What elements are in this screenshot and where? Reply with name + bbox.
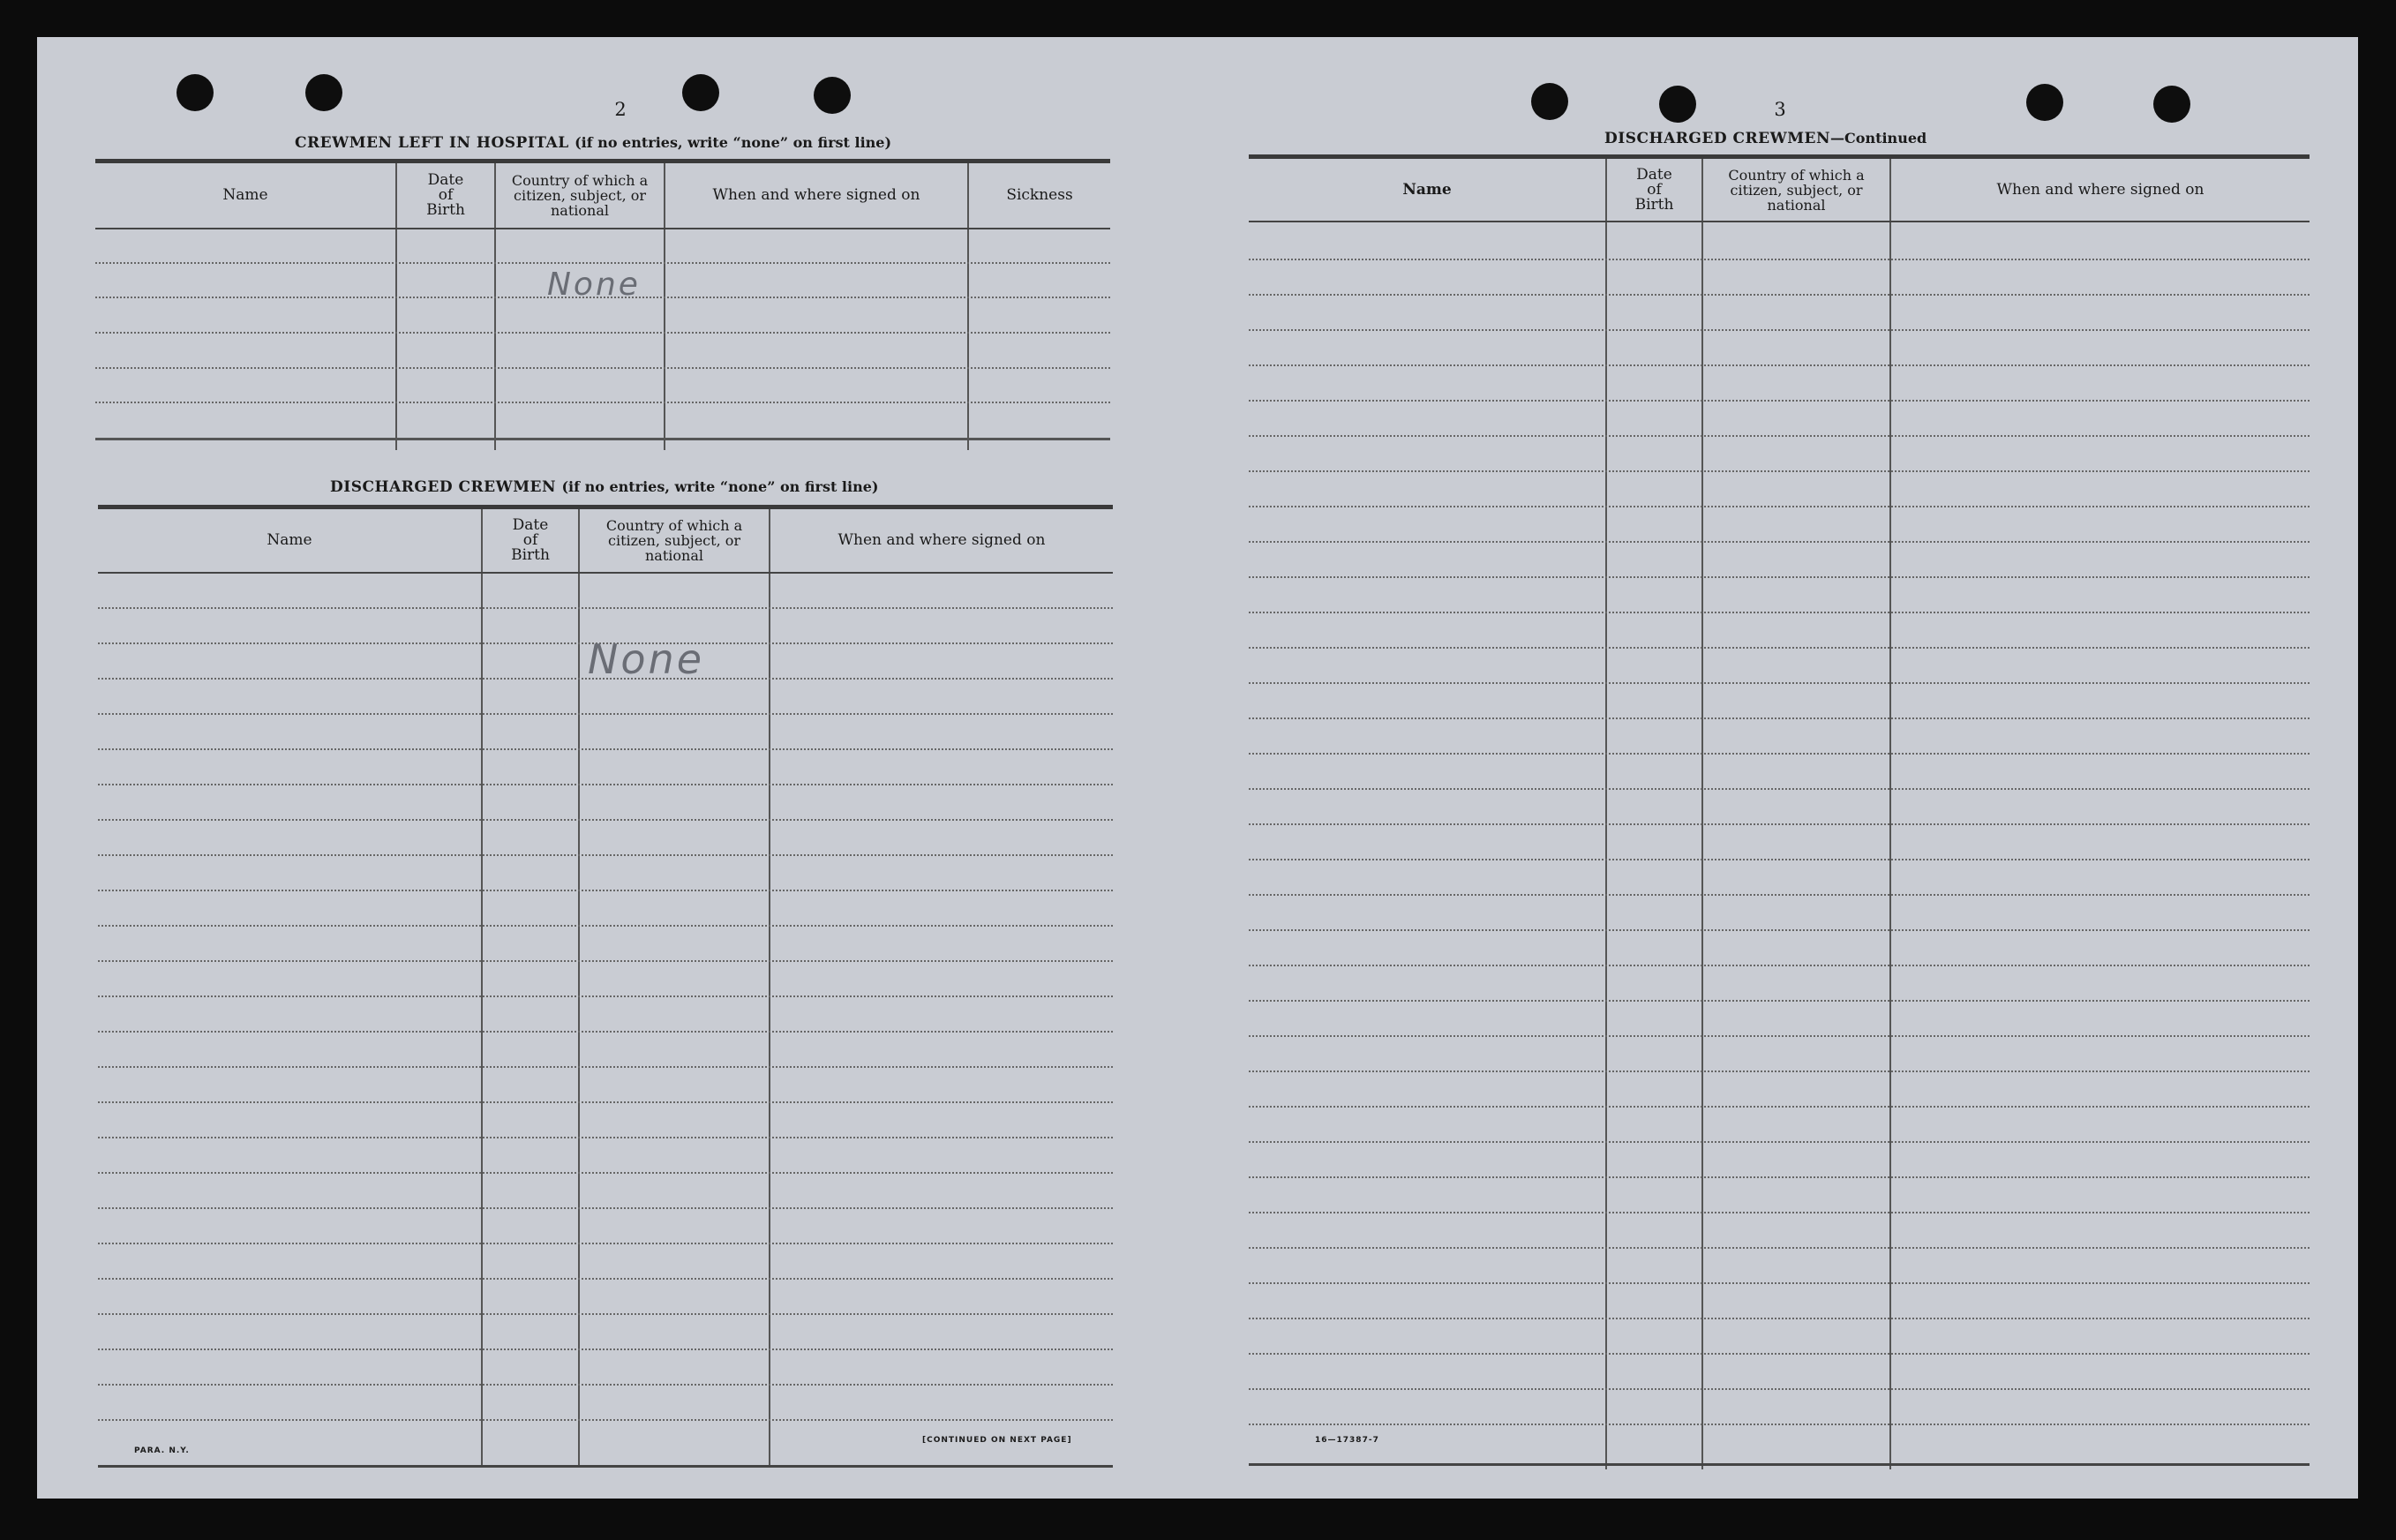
table-row	[1249, 329, 2310, 331]
table-row	[1249, 1000, 2310, 1002]
table-row	[1249, 612, 2310, 613]
table-row	[98, 1172, 1113, 1174]
hospital-title-note: (if no entries, write “none” on first line)	[575, 134, 892, 151]
form-number: 16—17387-7	[1315, 1436, 1379, 1445]
handwritten-none-discharged: None	[588, 635, 705, 683]
table-row	[1249, 1318, 2310, 1319]
table-row	[98, 1278, 1113, 1280]
table-row	[1249, 1353, 2310, 1355]
table-row	[95, 367, 1110, 369]
page-number-left: 2	[614, 99, 627, 120]
table-row	[1249, 647, 2310, 649]
continued-title-suffix: —Continued	[1830, 130, 1927, 146]
table-row	[1249, 894, 2310, 896]
table-row	[1249, 1212, 2310, 1213]
table-row	[1249, 541, 2310, 543]
table-row	[1249, 1282, 2310, 1284]
discharged-title-text: DISCHARGED CREWMEN	[330, 478, 557, 496]
discharged-header-when-where: When and where signed on	[837, 531, 1046, 549]
hospital-header-name: Name	[222, 186, 268, 204]
table-row	[1249, 1176, 2310, 1178]
punch-hole	[814, 77, 851, 114]
punch-hole	[682, 74, 719, 111]
form-sheet	[37, 37, 2358, 1499]
discharged-header-dob: Date of Birth	[511, 516, 550, 564]
table-row	[1249, 576, 2310, 578]
table-row	[98, 713, 1113, 715]
discharged-header-name: Name	[267, 531, 312, 549]
handwritten-none-hospital: None	[547, 267, 641, 303]
hospital-header-dob: Date of Birth	[426, 171, 465, 219]
right-header-name: Name	[1402, 180, 1452, 199]
table-row	[98, 1066, 1113, 1068]
table-row	[98, 1243, 1113, 1244]
table-row	[1249, 1070, 2310, 1072]
table-row	[98, 784, 1113, 785]
table-row	[98, 1313, 1113, 1315]
punch-hole	[2026, 84, 2063, 121]
continued-section-title	[1604, 130, 1927, 147]
printer-mark: PARA. N.Y.	[134, 1446, 190, 1455]
table-row	[95, 402, 1110, 403]
table-row	[98, 819, 1113, 821]
page-number-right: 3	[1774, 99, 1786, 120]
table-row	[98, 607, 1113, 609]
punch-hole	[1531, 83, 1568, 120]
table-row	[98, 1101, 1113, 1103]
punch-hole	[177, 74, 214, 111]
discharged-header-country: Country of which a citizen, subject, or national	[605, 517, 743, 564]
table-row	[1249, 929, 2310, 931]
punch-hole	[1659, 86, 1696, 123]
table-row	[98, 748, 1113, 750]
table-row	[98, 1137, 1113, 1138]
table-row	[1249, 1247, 2310, 1249]
table-row	[1249, 435, 2310, 437]
punch-hole	[305, 74, 342, 111]
table-row	[1249, 1141, 2310, 1143]
discharged-title-note: (if no entries, write “none” on first line)	[561, 478, 879, 495]
table-row	[1249, 364, 2310, 366]
hospital-title-text: CREWMEN LEFT IN HOSPITAL	[295, 134, 569, 152]
continued-title-text: DISCHARGED CREWMEN	[1604, 130, 1831, 147]
table-row	[98, 925, 1113, 927]
table-row	[1249, 965, 2310, 966]
table-row	[98, 1207, 1113, 1209]
discharged-section-title	[330, 478, 878, 496]
table-row	[1249, 1106, 2310, 1108]
table-row	[1249, 859, 2310, 860]
hospital-header-sickness: Sickness	[1006, 186, 1073, 204]
continued-note: [CONTINUED ON NEXT PAGE]	[922, 1436, 1072, 1445]
table-row	[98, 995, 1113, 997]
table-row	[1249, 1424, 2310, 1425]
hospital-section-title	[295, 134, 891, 152]
punch-hole	[2153, 86, 2190, 123]
table-row	[98, 1348, 1113, 1350]
table-row	[1249, 259, 2310, 260]
table-row	[98, 1384, 1113, 1386]
discharged-table-right	[1249, 154, 2310, 1471]
right-header-when-where: When and where signed on	[1996, 180, 2204, 199]
right-header-country: Country of which a citizen, subject, or national	[1728, 166, 1865, 214]
hospital-table	[95, 159, 1110, 453]
table-row	[1249, 470, 2310, 472]
table-row	[1249, 823, 2310, 825]
hospital-header-when-where: When and where signed on	[712, 186, 920, 204]
table-row	[1249, 682, 2310, 684]
table-row	[98, 1419, 1113, 1421]
table-row	[98, 960, 1113, 962]
table-row	[1249, 1035, 2310, 1037]
table-row	[1249, 753, 2310, 755]
hospital-header-country: Country of which a citizen, subject, or national	[511, 172, 649, 219]
table-row	[98, 1031, 1113, 1033]
right-header-dob: Date of Birth	[1634, 165, 1674, 214]
table-row	[1249, 400, 2310, 402]
discharged-table-left	[98, 505, 1113, 1471]
table-row	[1249, 788, 2310, 790]
table-row	[95, 332, 1110, 334]
table-row	[1249, 717, 2310, 719]
table-row	[1249, 294, 2310, 296]
table-row	[1249, 1388, 2310, 1390]
table-row	[1249, 506, 2310, 507]
table-row	[98, 854, 1113, 856]
table-row	[95, 262, 1110, 264]
table-row	[98, 890, 1113, 891]
